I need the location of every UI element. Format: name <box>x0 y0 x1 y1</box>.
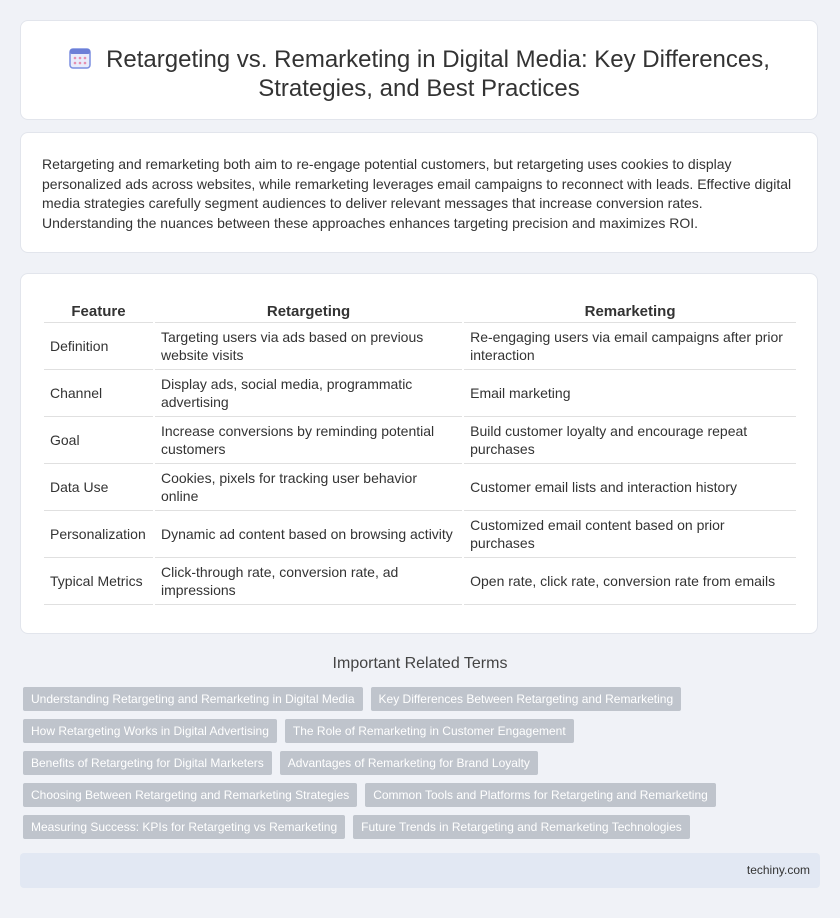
table-row <box>44 464 796 511</box>
header-remarketing: Remarketing <box>464 294 796 323</box>
feature-cell: Typical Metrics <box>44 558 153 605</box>
retargeting-cell: Targeting users via ads based on previous website visits <box>155 323 462 370</box>
footer-bar <box>20 853 820 888</box>
related-term-tag[interactable]: The Role of Remarketing in Customer Engagement <box>285 719 574 743</box>
related-term-tag[interactable]: Measuring Success: KPIs for Retargeting vs Remarketing <box>23 815 345 839</box>
remarketing-cell: Email marketing <box>464 370 796 417</box>
intro-card <box>20 132 818 253</box>
remarketing-cell: Customized email content based on prior purchases <box>464 511 796 558</box>
remarketing-cell: Build customer loyalty and encourage repeat purchases <box>464 417 796 464</box>
table-row <box>44 511 796 558</box>
remarketing-cell: Open rate, click rate, conversion rate from emails <box>464 558 796 605</box>
remarketing-cell: Re-engaging users via email campaigns after prior interaction <box>464 323 796 370</box>
table-row <box>44 558 796 605</box>
site-credit[interactable]: techiny.com <box>746 863 810 877</box>
retargeting-cell: Display ads, social media, programmatic advertising <box>155 370 462 417</box>
related-terms-heading: Important Related Terms <box>332 655 508 672</box>
page-title <box>21 45 817 103</box>
feature-cell: Channel <box>44 370 153 417</box>
feature-cell: Data Use <box>44 464 153 511</box>
related-term-tag[interactable]: How Retargeting Works in Digital Advertising <box>23 719 277 743</box>
related-term-tag[interactable]: Common Tools and Platforms for Retargeting and Remarketing <box>365 783 716 807</box>
table-header-row <box>44 294 796 323</box>
table-row <box>44 370 796 417</box>
calendar-icon <box>68 46 92 70</box>
remarketing-cell: Customer email lists and interaction history <box>464 464 796 511</box>
title-card <box>20 20 818 120</box>
header-retargeting: Retargeting <box>155 294 462 323</box>
comparison-table <box>42 294 798 605</box>
title-line-1: Retargeting vs. Remarketing in Digital Media: Key Differences, <box>106 46 770 73</box>
header-feature: Feature <box>44 294 153 323</box>
related-term-tag[interactable]: Advantages of Remarketing for Brand Loyalty <box>280 751 538 775</box>
related-term-tag[interactable]: Future Trends in Retargeting and Remarketing Technologies <box>353 815 690 839</box>
retargeting-cell: Click-through rate, conversion rate, ad impressions <box>155 558 462 605</box>
related-term-tag[interactable]: Understanding Retargeting and Remarketing in Digital Media <box>23 687 363 711</box>
retargeting-cell: Cookies, pixels for tracking user behavior online <box>155 464 462 511</box>
table-row <box>44 417 796 464</box>
feature-cell: Definition <box>44 323 153 370</box>
title-line-2: Strategies, and Best Practices <box>258 75 580 102</box>
related-term-tag[interactable]: Benefits of Retargeting for Digital Marketers <box>23 751 272 775</box>
feature-cell: Personalization <box>44 511 153 558</box>
related-term-tag[interactable]: Choosing Between Retargeting and Remarketing Strategies <box>23 783 357 807</box>
feature-cell: Goal <box>44 417 153 464</box>
retargeting-cell: Dynamic ad content based on browsing activity <box>155 511 462 558</box>
related-term-tag[interactable]: Key Differences Between Retargeting and Remarketing <box>371 687 682 711</box>
retargeting-cell: Increase conversions by reminding potential customers <box>155 417 462 464</box>
related-terms-list <box>23 687 803 847</box>
comparison-card <box>20 273 818 634</box>
intro-paragraph: Retargeting and remarketing both aim to re-engage potential customers, but retargeting uses cookies to display personalized ads across websites, while remarketing leverages email campaigns to reconnect with leads. Effective digital media strategies carefully segment audiences to deliver relevant messages that increase conversion rates. Understanding the nuances between these approaches enhances targeting precision and maximizes ROI. <box>42 156 792 231</box>
table-row <box>44 323 796 370</box>
